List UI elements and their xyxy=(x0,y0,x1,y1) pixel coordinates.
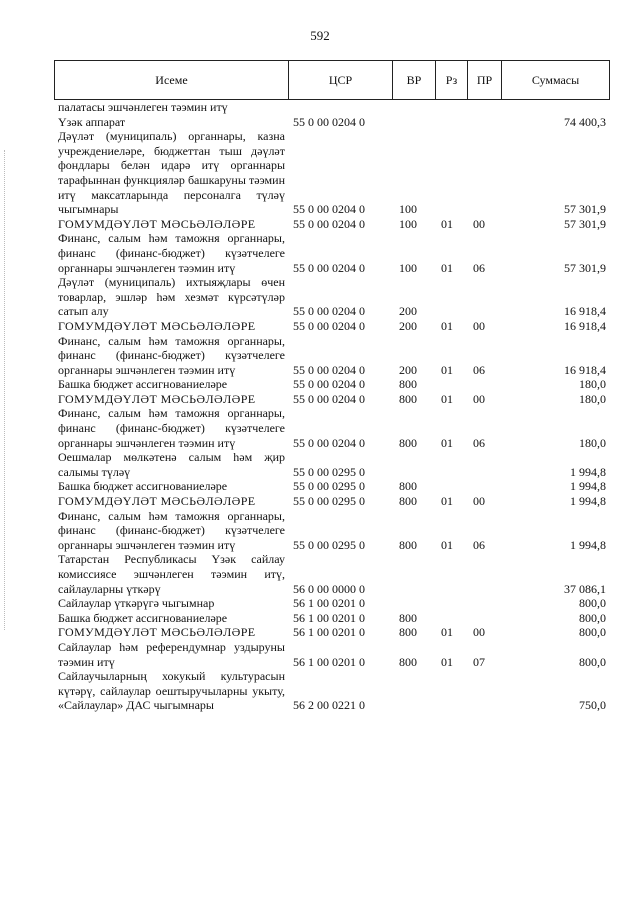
row-csr: 55 0 00 0204 0 xyxy=(293,318,365,333)
row-name: Дәүләт (муниципаль) ихтыяҗлары өчен товарлар, эшләр һәм хезмәт күрсәтүләр сатып алу xyxy=(58,275,285,319)
table-row xyxy=(58,640,606,669)
row-name: Башка бюджет ассигнованиеләре xyxy=(58,377,228,392)
row-name: ГОМУМДӘҮЛӘТ МӘСЬӘЛӘЛӘРЕ xyxy=(58,494,256,509)
row-sum: 180,0 xyxy=(579,391,606,406)
row-sum: 57 301,9 xyxy=(564,216,606,231)
row-sum: 800,0 xyxy=(579,610,606,625)
row-name: палатасы эшчәнлеген тәэмин итү xyxy=(58,100,228,114)
row-sum: 57 301,9 xyxy=(564,260,606,275)
table-row xyxy=(58,494,606,509)
row-rz: 01 xyxy=(441,318,453,333)
row-sum: 1 994,8 xyxy=(570,494,606,509)
row-name: Сайлаучыларның хокукый культурасын күтәрү, сайлаулар оештыручыларны укыту, «Сайлаулар» ДАС чыгымнары xyxy=(58,669,285,713)
row-sum: 180,0 xyxy=(579,435,606,450)
row-csr: 55 0 00 0295 0 xyxy=(293,464,365,479)
row-vr: 100 xyxy=(399,216,417,231)
row-sum: 37 086,1 xyxy=(564,581,606,596)
row-csr: 56 2 00 0221 0 xyxy=(293,698,365,713)
row-csr: 55 0 00 0204 0 xyxy=(293,304,365,319)
row-vr: 200 xyxy=(399,362,417,377)
header-rz: Рз xyxy=(436,61,468,99)
table-row xyxy=(58,625,606,640)
row-sum: 800,0 xyxy=(579,654,606,669)
table-row xyxy=(58,479,606,494)
row-vr: 800 xyxy=(399,625,417,640)
row-vr: 100 xyxy=(399,202,417,217)
row-vr: 800 xyxy=(399,435,417,450)
row-vr: 800 xyxy=(399,537,417,552)
header-csr: ЦСР xyxy=(289,61,393,99)
table-row xyxy=(58,611,606,626)
row-sum: 180,0 xyxy=(579,377,606,392)
row-pr: 07 xyxy=(473,654,485,669)
row-csr: 55 0 00 0204 0 xyxy=(293,362,365,377)
table-row xyxy=(58,596,606,611)
row-csr: 56 1 00 0201 0 xyxy=(293,596,365,611)
row-name: Башка бюджет ассигнованиеләре xyxy=(58,479,228,494)
row-rz: 01 xyxy=(441,654,453,669)
row-sum: 16 918,4 xyxy=(564,304,606,319)
row-name: Финанс, салым һәм таможня органнары, финанс (финанс-бюджет) күзәтчелеге органнары эшчәнлеген тәэмин итү xyxy=(58,508,285,552)
row-name: Дәүләт (муниципаль) органнары, казна учреждениеләре, бюджеттан тыш дәүләт фондлары белән идарә итү органнары тарафыннан функцияләр башкаруны тәэмин итү максатларында персоналга түләү чыгымнары xyxy=(58,129,285,217)
row-name: Сайлаулар һәм референдумнар уздыруны тәэмин итү xyxy=(58,639,285,669)
table-row xyxy=(58,377,606,392)
row-sum: 1 994,8 xyxy=(570,479,606,494)
table-row xyxy=(58,129,606,217)
row-name: Финанс, салым һәм таможня органнары, финанс (финанс-бюджет) күзәтчелеге органнары эшчәнлеген тәэмин итү xyxy=(58,333,285,377)
budget-table-body xyxy=(58,100,606,713)
row-pr: 00 xyxy=(473,625,485,640)
row-vr: 800 xyxy=(399,610,417,625)
row-vr: 100 xyxy=(399,260,417,275)
row-csr: 56 1 00 0201 0 xyxy=(293,625,365,640)
row-pr: 06 xyxy=(473,260,485,275)
row-csr: 55 0 00 0295 0 xyxy=(293,494,365,509)
table-row xyxy=(58,334,606,378)
row-name: Башка бюджет ассигнованиеләре xyxy=(58,610,228,625)
row-sum: 1 994,8 xyxy=(570,537,606,552)
row-sum: 1 994,8 xyxy=(570,464,606,479)
row-rz: 01 xyxy=(441,362,453,377)
row-name: ГОМУМДӘҮЛӘТ МӘСЬӘЛӘЛӘРЕ xyxy=(58,625,256,640)
row-sum: 800,0 xyxy=(579,625,606,640)
row-name: Оешмалар мөлкәтенә салым һәм җир салымы түләү xyxy=(58,450,285,479)
row-sum: 800,0 xyxy=(579,596,606,611)
header-sum: Суммасы xyxy=(531,72,580,87)
page-number: 592 xyxy=(310,28,330,43)
table-row xyxy=(58,115,606,130)
header-pr: ПР xyxy=(468,61,502,99)
row-pr: 06 xyxy=(473,537,485,552)
row-vr: 800 xyxy=(399,391,417,406)
table-row xyxy=(58,552,606,596)
row-sum: 16 918,4 xyxy=(564,318,606,333)
row-rz: 01 xyxy=(441,260,453,275)
row-rz: 01 xyxy=(441,537,453,552)
row-rz: 01 xyxy=(441,625,453,640)
row-pr: 00 xyxy=(473,391,485,406)
row-rz: 01 xyxy=(441,494,453,509)
table-row xyxy=(58,406,606,450)
row-vr: 800 xyxy=(399,479,417,494)
table-header xyxy=(54,60,610,100)
header-name: Исеме xyxy=(55,61,289,99)
row-sum: 750,0 xyxy=(579,698,606,713)
row-rz: 01 xyxy=(441,435,453,450)
row-csr: 55 0 00 0204 0 xyxy=(293,435,365,450)
row-name: Үзәк аппарат xyxy=(58,114,126,129)
row-csr: 55 0 00 0204 0 xyxy=(293,114,365,129)
row-csr: 55 0 00 0204 0 xyxy=(293,260,365,275)
row-csr: 56 0 00 0000 0 xyxy=(293,581,365,596)
table-row xyxy=(58,217,606,232)
row-name: Финанс, салым һәм таможня органнары, финанс (финанс-бюджет) күзәтчелеге органнары эшчәнлеген тәэмин итү xyxy=(58,406,285,450)
row-vr: 800 xyxy=(399,654,417,669)
row-csr: 55 0 00 0295 0 xyxy=(293,479,365,494)
row-csr: 56 1 00 0201 0 xyxy=(293,610,365,625)
table-row xyxy=(58,231,606,275)
row-pr: 00 xyxy=(473,494,485,509)
row-name: Финанс, салым һәм таможня органнары, финанс (финанс-бюджет) күзәтчелеге органнары эшчәнлеген тәэмин итү xyxy=(58,231,285,275)
table-row xyxy=(58,275,606,319)
row-csr: 55 0 00 0204 0 xyxy=(293,377,365,392)
table-row xyxy=(58,450,606,479)
header-vr: ВР xyxy=(393,61,436,99)
row-sum: 74 400,3 xyxy=(564,114,606,129)
row-vr: 800 xyxy=(399,494,417,509)
row-csr: 55 0 00 0204 0 xyxy=(293,216,365,231)
row-vr: 200 xyxy=(399,304,417,319)
scan-margin-mark xyxy=(4,150,6,630)
row-pr: 00 xyxy=(473,318,485,333)
table-row xyxy=(58,392,606,407)
row-vr: 800 xyxy=(399,377,417,392)
table-row xyxy=(58,100,606,115)
table-row xyxy=(58,509,606,553)
row-rz: 01 xyxy=(441,391,453,406)
row-csr: 55 0 00 0295 0 xyxy=(293,537,365,552)
row-name: ГОМУМДӘҮЛӘТ МӘСЬӘЛӘЛӘРЕ xyxy=(58,391,256,406)
row-csr: 55 0 00 0204 0 xyxy=(293,202,365,217)
row-pr: 06 xyxy=(473,362,485,377)
row-name: ГОМУМДӘҮЛӘТ МӘСЬӘЛӘЛӘРЕ xyxy=(58,318,256,333)
row-pr: 00 xyxy=(473,216,485,231)
row-rz: 01 xyxy=(441,216,453,231)
row-name: Татарстан Республикасы Үзәк сайлау комиссиясе эшчәнлеген тәэмин итү, сайлауларны үткәрү xyxy=(58,552,285,596)
table-row xyxy=(58,319,606,334)
table-row xyxy=(58,669,606,713)
row-sum: 16 918,4 xyxy=(564,362,606,377)
row-pr: 06 xyxy=(473,435,485,450)
row-vr: 200 xyxy=(399,318,417,333)
row-csr: 55 0 00 0204 0 xyxy=(293,391,365,406)
row-csr: 56 1 00 0201 0 xyxy=(293,654,365,669)
row-name: ГОМУМДӘҮЛӘТ МӘСЬӘЛӘЛӘРЕ xyxy=(58,216,256,231)
row-sum: 57 301,9 xyxy=(564,202,606,217)
row-name: Сайлаулар үткәрүгә чыгымнар xyxy=(58,596,215,611)
